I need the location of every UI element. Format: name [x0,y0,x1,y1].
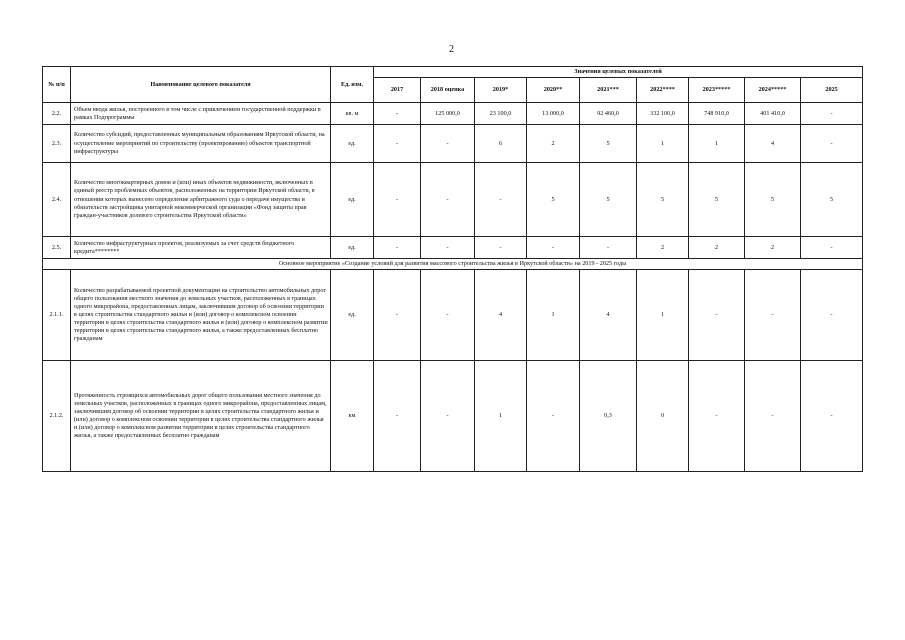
row-name: Количество разрабатываемой проектной документации на строительство автомобильных дорог общего пользования местного значения до земельных участков, расположенных в границах одного микрорайона, предоставленных лицам, заключившим договор об освоении территории в целях строительства стандартного жилья и (или) договор о комплексном освоении территории в целях строительства стандартного жилья и (или) договор о комплексном развитии территории в целях строительства стандартного жилья, а также предоставленных бесплатно гражданам [71,270,331,361]
row-unit: км [331,361,374,472]
table-row [43,237,863,259]
row-value: 748 910,0 [689,103,745,125]
header-year: 2025 [801,78,863,103]
row-name: Количество многоквартирных домов и (или) иных объектов недвижимости, включенных в единый реестр проблемных объектов, расположенных на территории Иркутской области, в отношении которых вынесено определение арбитражного суда о передаче имущества и обязательств застройщика унитарной некоммерческой организации «Фонд защиты прав граждан-участников долевого строительства Иркутской области» [71,163,331,237]
row-value: - [580,237,637,259]
row-value: 5 [580,163,637,237]
row-value: - [421,125,475,163]
row-num: 2.1.1. [43,270,71,361]
row-num: 2.4. [43,163,71,237]
row-name: Количество инфраструктурных проектов, реализуемых за счет средств бюджетного кредита******** [71,237,331,259]
row-name: Протяженность строящихся автомобильных дорог общего пользования местного значения до земельных участков, расположенных в границах одного микрорайона, предоставленных лицам, заключившим договор об освоении территории в целях строительства стандартного жилья и (или) договор о комплексном освоении территории в целях строительства стандартного жилья и (или) договор о комплексном развитии территории в целях строительства стандартного жилья, а также предоставленных бесплатно гражданам [71,361,331,472]
row-num: 2.1.2. [43,361,71,472]
header-num: № п/п [43,67,71,103]
row-value: - [475,237,527,259]
header-year: 2017 [374,78,421,103]
table-row [43,163,863,237]
row-value: - [374,163,421,237]
header-year: 2021*** [580,78,637,103]
row-value: 5 [801,163,863,237]
target-indicators-table [42,66,863,472]
row-value: 0 [637,361,689,472]
table-row [43,103,863,125]
header-name: Наименование целевого показателя [71,67,331,103]
row-value: 13 000,0 [527,103,580,125]
row-value: 5 [580,125,637,163]
row-value: - [374,361,421,472]
table-row [43,125,863,163]
row-value: 1 [475,361,527,472]
row-value: - [801,270,863,361]
row-value: 5 [745,163,801,237]
row-value: 2 [637,237,689,259]
row-unit: ед. [331,125,374,163]
row-value: - [527,361,580,472]
header-year: 2022**** [637,78,689,103]
row-value: - [374,125,421,163]
row-value: 4 [745,125,801,163]
section-row [43,259,863,270]
row-value: 1 [527,270,580,361]
row-value: 4 [475,270,527,361]
row-value: 4 [580,270,637,361]
page-number: 2 [449,44,454,55]
row-unit: кв. м [331,103,374,125]
row-unit: ед. [331,163,374,237]
row-value: 0,3 [580,361,637,472]
row-unit: ед. [331,237,374,259]
row-value: - [421,270,475,361]
header-year: 2023***** [689,78,745,103]
row-value: 5 [689,163,745,237]
header-year: 2018 оценка [421,78,475,103]
row-value: - [745,361,801,472]
row-value: - [801,237,863,259]
row-num: 2.2. [43,103,71,125]
row-value: 1 [637,270,689,361]
row-value: 401 410,0 [745,103,801,125]
row-value: - [801,361,863,472]
row-value: - [374,270,421,361]
row-value: - [374,103,421,125]
table-row [43,270,863,361]
header-year: 2019* [475,78,527,103]
row-value: - [374,237,421,259]
row-name: Количество субсидий, предоставленных муниципальным образованиям Иркутской области, на осуществление мероприятий по строительству (проектированию) объектов транспортной инфраструктуры [71,125,331,163]
row-value: - [527,237,580,259]
row-value: - [421,237,475,259]
row-value: 2 [527,125,580,163]
row-value: 125 000,0 [421,103,475,125]
row-name: Объем ввода жилья, построенного в том числе с привлечением государственной поддержки в рамках Подпрограммы [71,103,331,125]
row-value: 332 100,0 [637,103,689,125]
header-unit: Ед. изм. [331,67,374,103]
section-title: Основное мероприятие «Создание условий для развития массового строительства жилья в Иркутской области» на 2019 - 2025 годы [43,259,863,270]
row-value: - [801,103,863,125]
row-value: 92 460,0 [580,103,637,125]
row-value: 5 [527,163,580,237]
row-unit: ед. [331,270,374,361]
header-year: 2024***** [745,78,801,103]
header-year: 2020** [527,78,580,103]
row-value: - [421,361,475,472]
row-num: 2.5. [43,237,71,259]
header-values-group: Значения целевых показателей [374,67,863,78]
row-value: 23 100,0 [475,103,527,125]
row-value: 6 [475,125,527,163]
row-value: 1 [637,125,689,163]
row-value: 1 [689,125,745,163]
header-row-group [43,67,863,78]
row-num: 2.3. [43,125,71,163]
row-value: 2 [689,237,745,259]
row-value: - [475,163,527,237]
row-value: 2 [745,237,801,259]
row-value: - [689,361,745,472]
row-value: - [421,163,475,237]
row-value: - [745,270,801,361]
row-value: - [801,125,863,163]
row-value: - [689,270,745,361]
table-row [43,361,863,472]
row-value: 5 [637,163,689,237]
